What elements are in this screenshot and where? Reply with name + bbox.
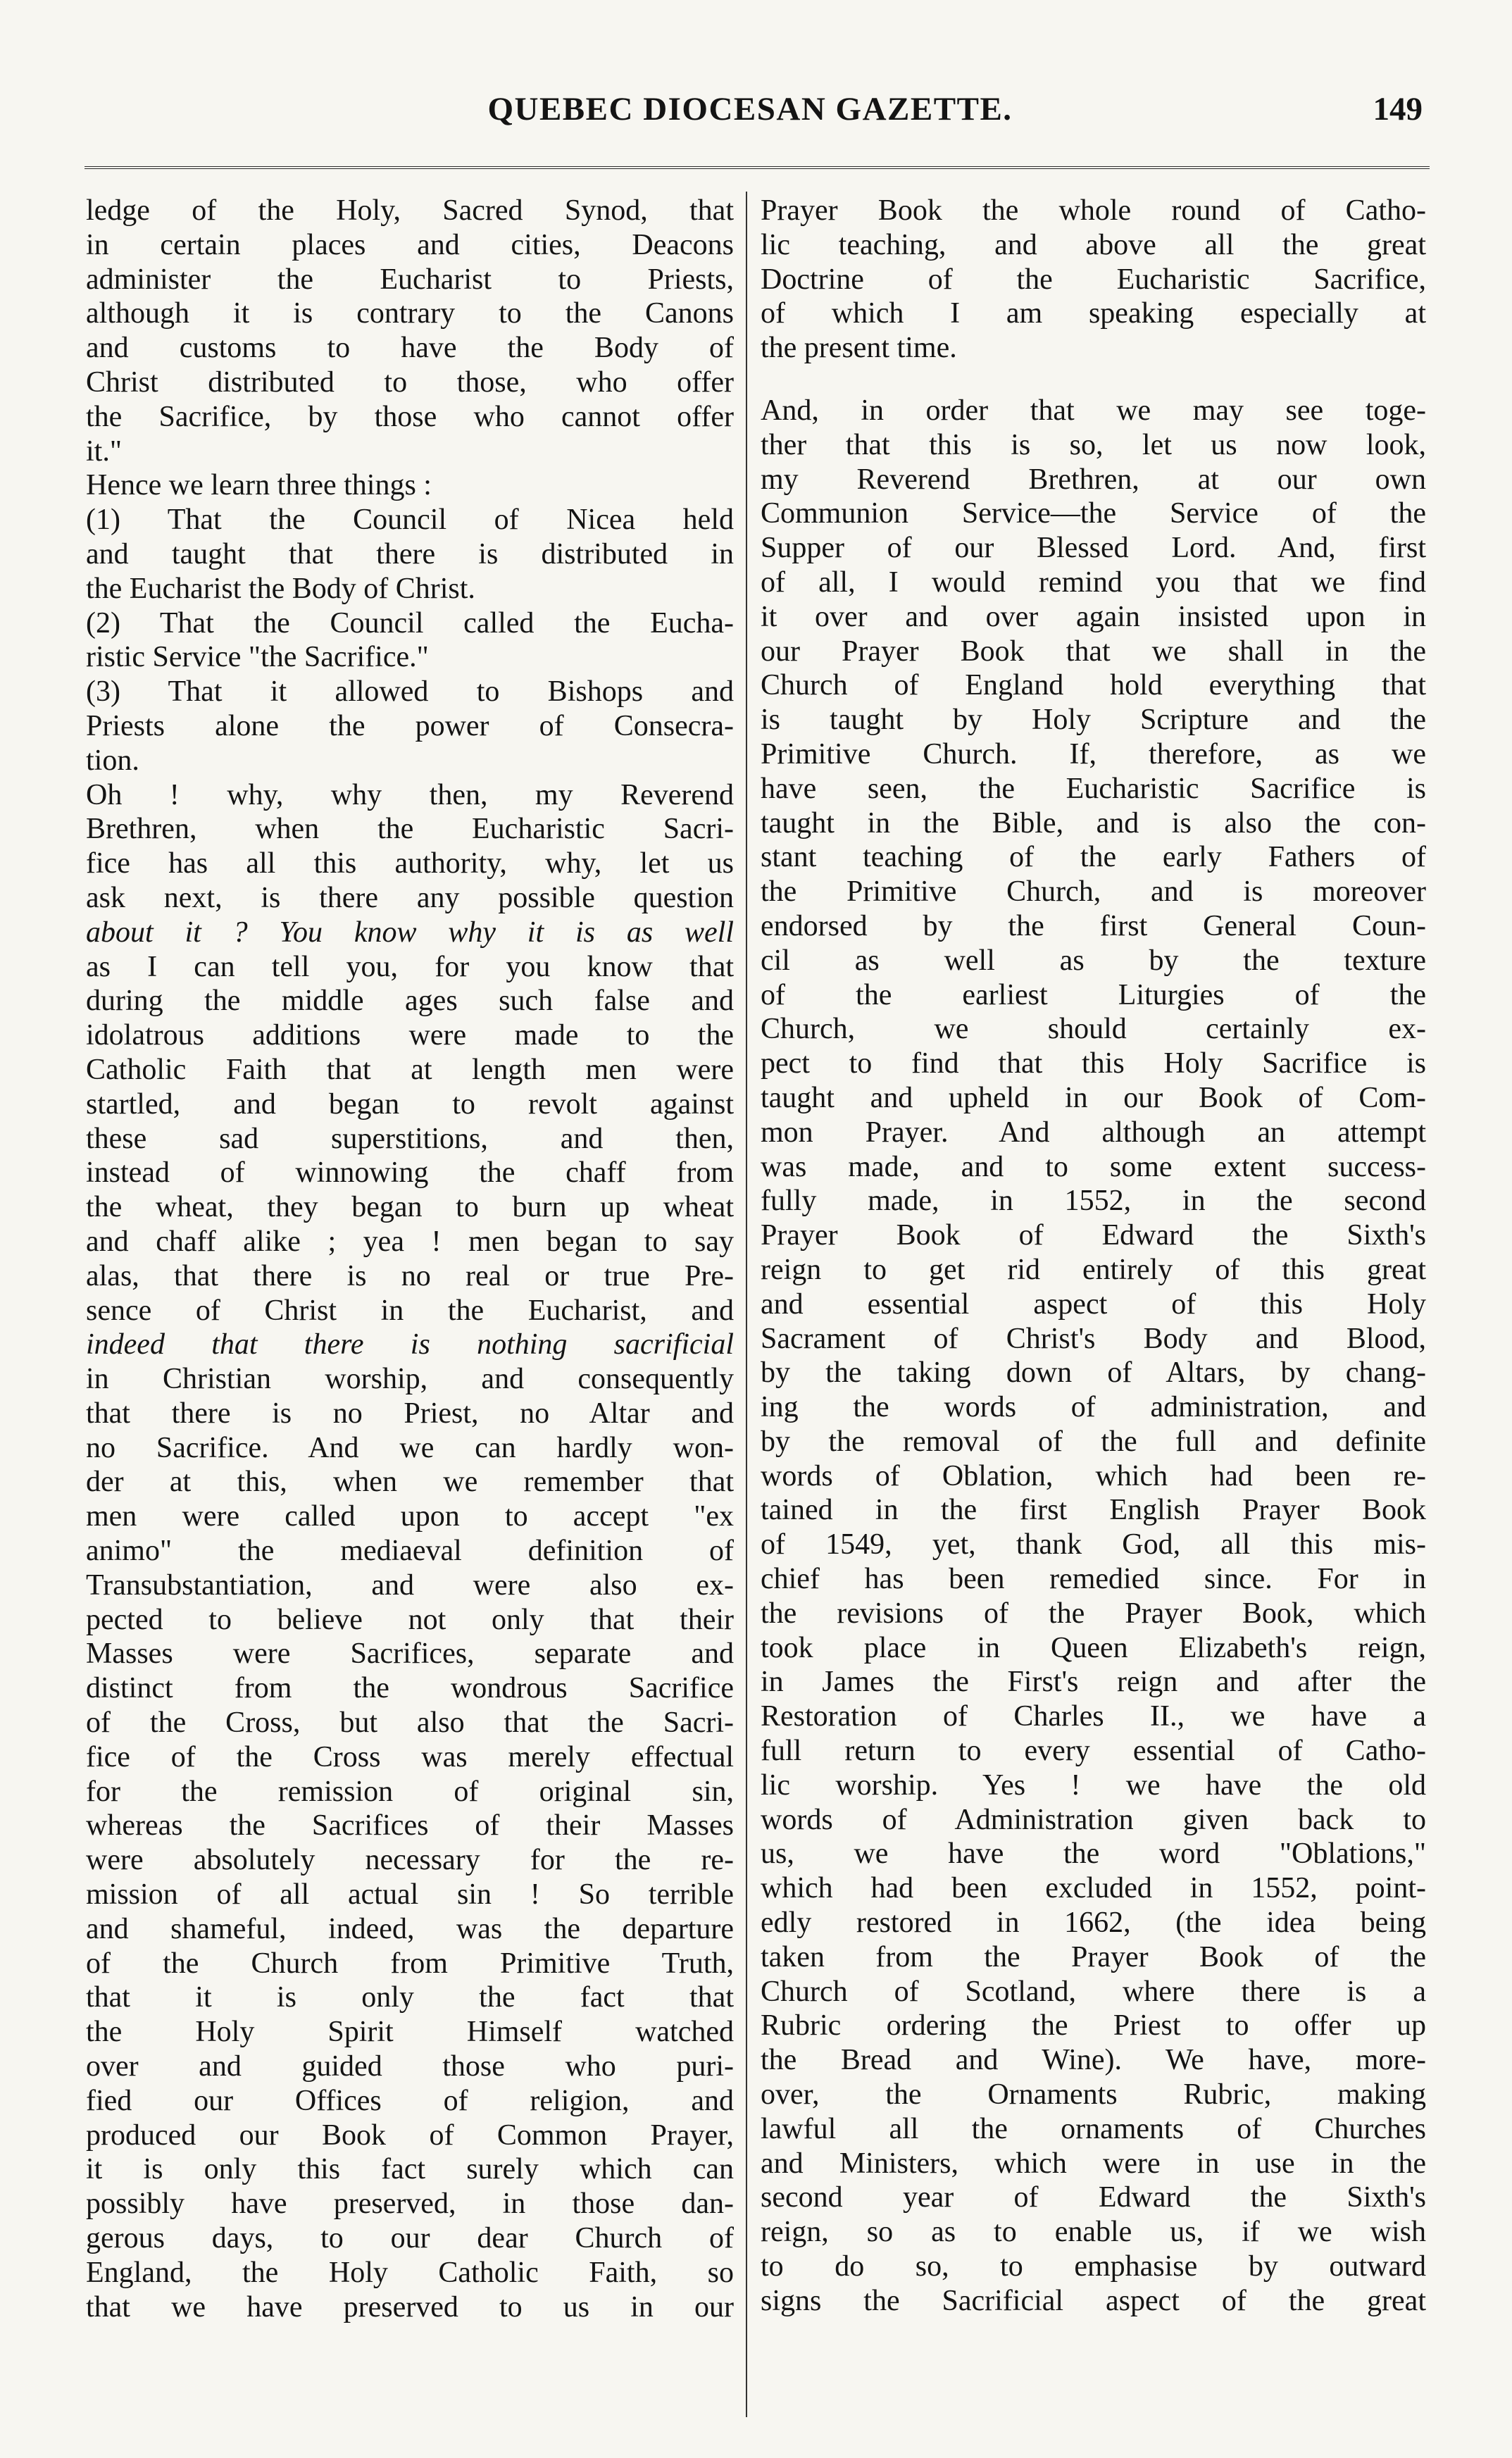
text-line: cil as well as by the texture bbox=[761, 944, 1426, 977]
text-line: by the removal of the full and definite bbox=[761, 1425, 1426, 1458]
text-line: is taught by Holy Scripture and the bbox=[761, 704, 1426, 737]
text-line: which had been excluded in 1552, point- bbox=[761, 1872, 1426, 1905]
right-column bbox=[761, 194, 1426, 2426]
text-line: during the middle ages such false and bbox=[86, 985, 734, 1018]
text-line: and Ministers, which were in use in the bbox=[761, 2147, 1426, 2180]
text-line: of the earliest Liturgies of the bbox=[761, 978, 1426, 1011]
text-line: fully made, in 1552, in the second bbox=[761, 1185, 1426, 1218]
text-line: about it ? You know why it is as well bbox=[86, 916, 734, 949]
text-line: the revisions of the Prayer Book, which bbox=[761, 1597, 1426, 1630]
text-line: Supper of our Blessed Lord. And, first bbox=[761, 532, 1426, 565]
text-line: the wheat, they began to burn up wheat bbox=[86, 1191, 734, 1224]
text-line: no Sacrifice. And we can hardly won- bbox=[86, 1431, 734, 1464]
text-line: ristic Service "the Sacrifice." bbox=[86, 641, 429, 674]
text-line: and essential aspect of this Holy bbox=[761, 1287, 1426, 1321]
text-line: ask next, is there any possible question bbox=[86, 881, 734, 914]
text-line: it over and over again insisted upon in bbox=[761, 600, 1426, 633]
text-line: (1) That the Council of Nicea held bbox=[86, 504, 734, 537]
text-line: mission of all actual sin ! So terrible bbox=[86, 1878, 734, 1911]
text-line: the present time. bbox=[761, 332, 957, 365]
text-line: tained in the first English Prayer Book bbox=[761, 1494, 1426, 1527]
text-line: ledge of the Holy, Sacred Synod, that bbox=[86, 194, 734, 227]
text-line: Primitive Church. If, therefore, as we bbox=[761, 737, 1426, 771]
text-line: Doctrine of the Eucharistic Sacrifice, bbox=[761, 263, 1426, 296]
text-line: Church of England hold everything that bbox=[761, 669, 1426, 702]
text-line: it." bbox=[86, 435, 122, 468]
text-line: tion. bbox=[86, 744, 139, 777]
text-line: that there is no Priest, no Altar and bbox=[86, 1397, 734, 1430]
text-line: mon Prayer. And although an attempt bbox=[761, 1116, 1426, 1149]
text-line: fice of the Cross was merely effectual bbox=[86, 1740, 734, 1773]
text-line: Prayer Book of Edward the Sixth's bbox=[761, 1219, 1426, 1252]
text-line: Church of Scotland, where there is a bbox=[761, 1975, 1426, 2008]
text-line: gerous days, to our dear Church of bbox=[86, 2222, 734, 2255]
text-line: reign, so as to enable us, if we wish bbox=[761, 2216, 1426, 2249]
text-line: to do so, to emphasise by outward bbox=[761, 2250, 1426, 2283]
text-line: administer the Eucharist to Priests, bbox=[86, 263, 734, 296]
text-line: and customs to have the Body of bbox=[86, 332, 734, 365]
text-line: signs the Sacrificial aspect of the great bbox=[761, 2284, 1426, 2317]
text-line: the Holy Spirit Himself watched bbox=[86, 2016, 734, 2049]
text-line: (3) That it allowed to Bishops and bbox=[86, 675, 734, 709]
text-line: although it is contrary to the Canons bbox=[86, 297, 734, 330]
text-line: and shameful, indeed, was the departure bbox=[86, 1912, 734, 1945]
text-line: Christ distributed to those, who offer bbox=[86, 366, 734, 399]
paragraph-gap bbox=[761, 366, 1426, 394]
text-line: Restoration of Charles II., we have a bbox=[761, 1700, 1426, 1733]
text-line: of 1549, yet, thank God, all this mis- bbox=[761, 1528, 1426, 1561]
text-line: over and guided those who puri- bbox=[86, 2050, 734, 2083]
text-line: edly restored in 1662, (the idea being bbox=[761, 1907, 1426, 1940]
text-line: stant teaching of the early Fathers of bbox=[761, 841, 1426, 874]
text-line: lawful all the ornaments of Churches bbox=[761, 2112, 1426, 2145]
text-line: chief has been remedied since. For in bbox=[761, 1563, 1426, 1596]
text-line: England, the Holy Catholic Faith, so bbox=[86, 2256, 734, 2289]
text-line: Transubstantiation, and were also ex- bbox=[86, 1568, 734, 1602]
text-line: and taught that there is distributed in bbox=[86, 537, 734, 570]
text-line: endorsed by the first General Coun- bbox=[761, 909, 1426, 942]
text-line: possibly have preserved, in those dan- bbox=[86, 2188, 734, 2221]
text-line: second year of Edward the Sixth's bbox=[761, 2181, 1426, 2214]
text-line: as I can tell you, for you know that bbox=[86, 950, 734, 983]
text-line: of which I am speaking especially at bbox=[761, 297, 1426, 330]
text-line: taught in the Bible, and is also the con- bbox=[761, 806, 1426, 840]
text-line: produced our Book of Common Prayer, bbox=[86, 2119, 734, 2152]
text-line: over, the Ornaments Rubric, making bbox=[761, 2078, 1426, 2111]
text-line: pected to believe not only that their bbox=[86, 1603, 734, 1636]
text-line: of the Cross, but also that the Sacri- bbox=[86, 1707, 734, 1740]
text-line: and chaff alike ; yea ! men began to say bbox=[86, 1225, 734, 1258]
text-line: words of Oblation, which had been re- bbox=[761, 1459, 1426, 1492]
text-line: Masses were Sacrifices, separate and bbox=[86, 1637, 734, 1671]
text-line: idolatrous additions were made to the bbox=[86, 1019, 734, 1052]
text-line: indeed that there is nothing sacrificial bbox=[86, 1328, 734, 1361]
page-title: QUEBEC DIOCESAN GAZETTE. bbox=[487, 91, 1013, 127]
text-line: the Bread and Wine). We have, more- bbox=[761, 2044, 1426, 2077]
text-line: in certain places and cities, Deacons bbox=[86, 228, 734, 261]
text-line: lic teaching, and above all the great bbox=[761, 228, 1426, 261]
text-line: were absolutely necessary for the re- bbox=[86, 1844, 734, 1877]
text-line: ing the words of administration, and bbox=[761, 1391, 1426, 1424]
text-line: fied our Offices of religion, and bbox=[86, 2084, 734, 2117]
text-line: Church, we should certainly ex- bbox=[761, 1013, 1426, 1046]
text-line: took place in Queen Elizabeth's reign, bbox=[761, 1631, 1426, 1664]
text-line: our Prayer Book that we shall in the bbox=[761, 635, 1426, 668]
text-line: reign to get rid entirely of this great bbox=[761, 1253, 1426, 1286]
text-line: instead of winnowing the chaff from bbox=[86, 1156, 734, 1190]
text-line: taken from the Prayer Book of the bbox=[761, 1940, 1426, 1973]
text-line: my Reverend Brethren, at our own bbox=[761, 463, 1426, 496]
text-line: der at this, when we remember that bbox=[86, 1466, 734, 1499]
text-line: (2) That the Council called the Eucha- bbox=[86, 606, 734, 640]
header-rule bbox=[85, 166, 1430, 169]
text-line: for the remission of original sin, bbox=[86, 1775, 734, 1808]
text-line: alas, that there is no real or true Pre- bbox=[86, 1259, 734, 1292]
text-line: the Eucharist the Body of Christ. bbox=[86, 572, 475, 605]
text-line: the Sacrifice, by those who cannot offer bbox=[86, 400, 734, 433]
text-line: Rubric ordering the Priest to offer up bbox=[761, 2009, 1426, 2042]
text-line: words of Administration given back to bbox=[761, 1803, 1426, 1836]
text-line: men were called upon to accept "ex bbox=[86, 1500, 734, 1533]
text-line: whereas the Sacrifices of their Masses bbox=[86, 1809, 734, 1842]
text-line: fice has all this authority, why, let us bbox=[86, 847, 734, 880]
text-line: ther that this is so, let us now look, bbox=[761, 428, 1426, 461]
text-line: distinct from the wondrous Sacrifice bbox=[86, 1672, 734, 1705]
text-line: the Primitive Church, and is moreover bbox=[761, 875, 1426, 909]
text-line: have seen, the Eucharistic Sacrifice is bbox=[761, 772, 1426, 805]
left-column bbox=[86, 194, 734, 2426]
page-header bbox=[77, 83, 1423, 146]
text-line: us, we have the word "Oblations," bbox=[761, 1838, 1426, 1871]
text-line: that we have preserved to us in our bbox=[86, 2290, 734, 2323]
text-line: was made, and to some extent success- bbox=[761, 1150, 1426, 1183]
text-line: full return to every essential of Catho- bbox=[761, 1735, 1426, 1768]
text-line: sence of Christ in the Eucharist, and bbox=[86, 1294, 734, 1327]
text-line: pect to find that this Holy Sacrifice is bbox=[761, 1047, 1426, 1080]
text-line: in James the First's reign and after the bbox=[761, 1666, 1426, 1699]
text-line: in Christian worship, and consequently bbox=[86, 1363, 734, 1396]
text-line: taught and upheld in our Book of Com- bbox=[761, 1081, 1426, 1114]
page-number: 149 bbox=[1373, 91, 1423, 127]
text-line: Oh ! why, why then, my Reverend bbox=[86, 778, 734, 811]
text-line: And, in order that we may see toge- bbox=[761, 394, 1426, 427]
text-line: of the Church from Primitive Truth, bbox=[86, 1947, 734, 1980]
text-line: Communion Service—the Service of the bbox=[761, 497, 1426, 530]
column-divider bbox=[746, 192, 747, 2417]
text-line: that it is only the fact that bbox=[86, 1981, 734, 2014]
text-line: Sacrament of Christ's Body and Blood, bbox=[761, 1322, 1426, 1355]
text-line: Catholic Faith that at length men were bbox=[86, 1053, 734, 1086]
text-line: animo" the mediaeval definition of bbox=[86, 1535, 734, 1568]
text-line: of all, I would remind you that we find bbox=[761, 566, 1426, 599]
text-line: Priests alone the power of Consecra- bbox=[86, 709, 734, 742]
text-line: Prayer Book the whole round of Catho- bbox=[761, 194, 1426, 227]
text-line: by the taking down of Altars, by chang- bbox=[761, 1356, 1426, 1390]
text-line: lic worship. Yes ! we have the old bbox=[761, 1768, 1426, 1802]
text-line: it is only this fact surely which can bbox=[86, 2153, 734, 2186]
text-line: these sad superstitions, and then, bbox=[86, 1122, 734, 1155]
text-line: startled, and began to revolt against bbox=[86, 1087, 734, 1121]
text-line: Hence we learn three things : bbox=[86, 469, 432, 502]
text-line: Brethren, when the Eucharistic Sacri- bbox=[86, 813, 734, 846]
